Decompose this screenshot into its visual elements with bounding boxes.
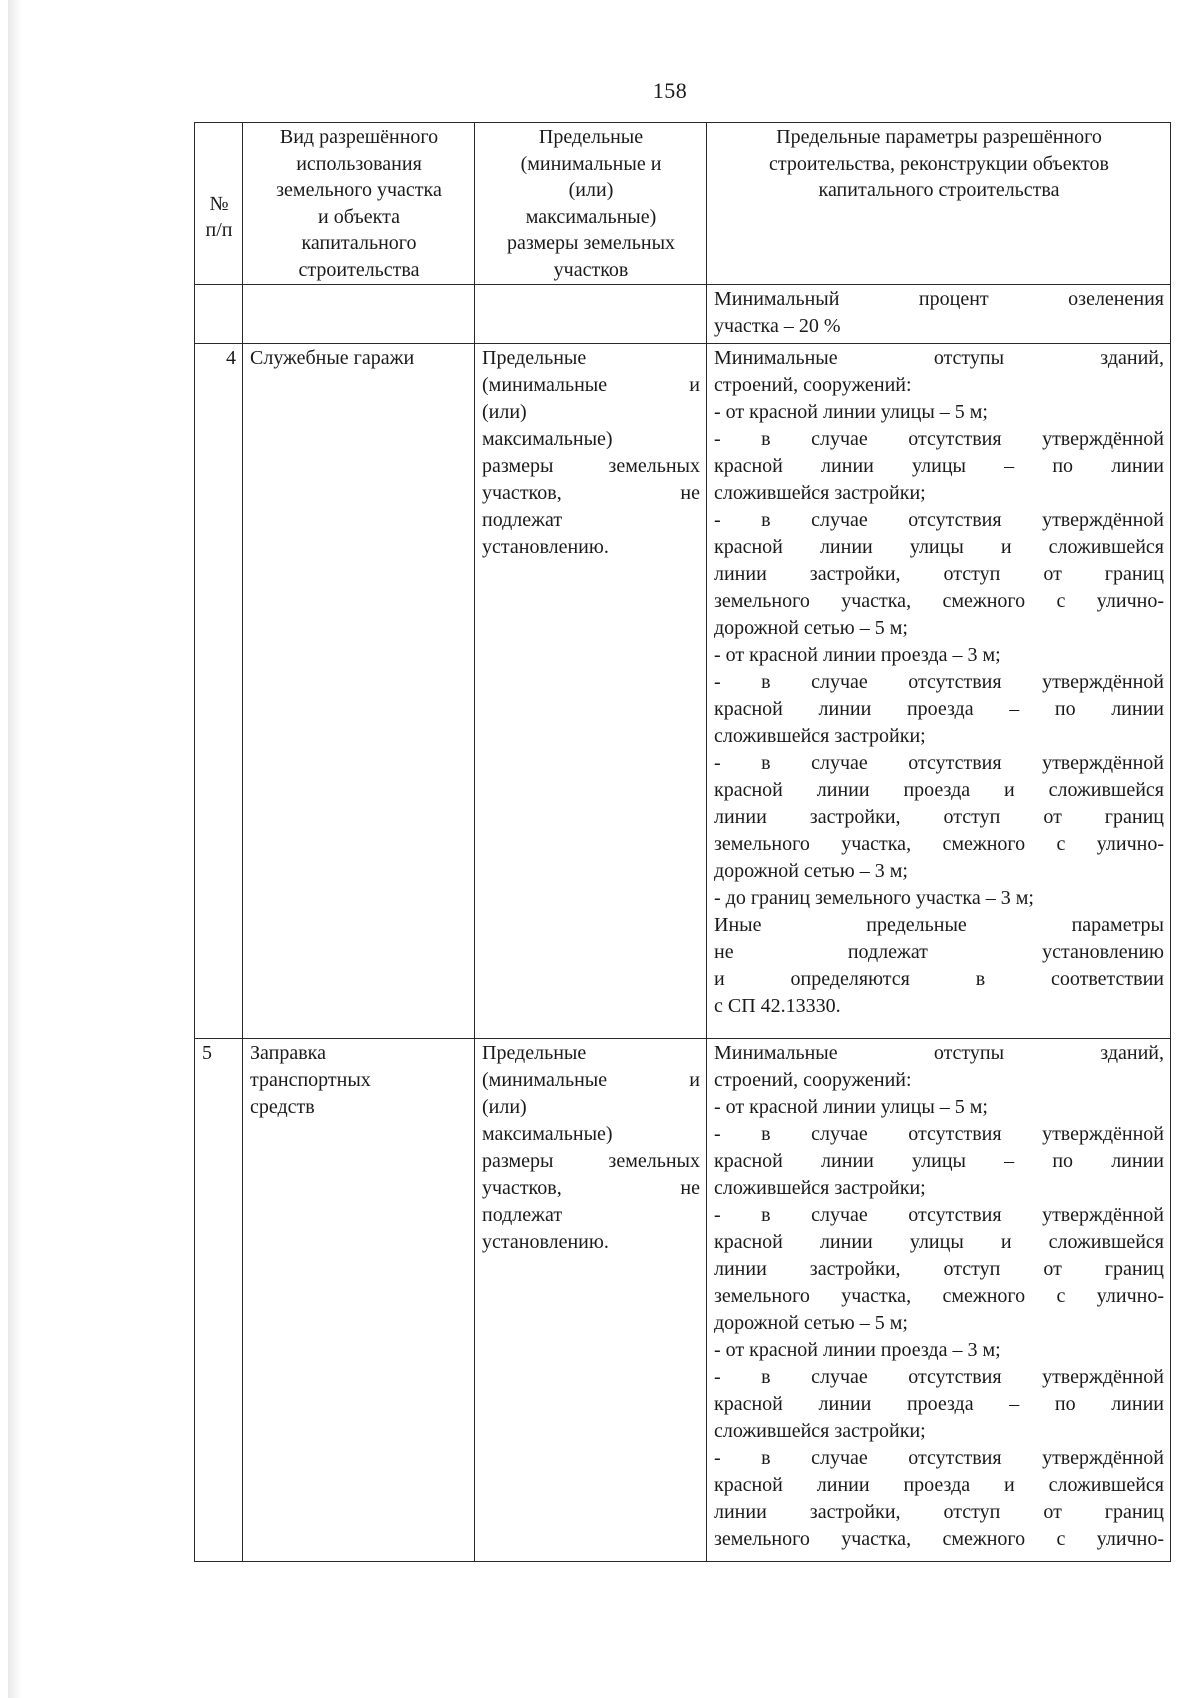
header-line: Предельные bbox=[538, 126, 644, 148]
text-line: красной линии проезда и сложившейся bbox=[714, 1474, 1164, 1496]
table-row bbox=[195, 1039, 1171, 1562]
text-line: (минимальные и bbox=[482, 1069, 700, 1091]
cell-params bbox=[707, 1039, 1171, 1562]
text-line: земельного участка, смежного с улично- bbox=[714, 590, 1164, 612]
text-line: транспортных bbox=[250, 1069, 371, 1091]
text-line: дорожной сетью – 5 м; bbox=[714, 617, 908, 639]
text-line: и определяются в соответствии bbox=[714, 968, 1164, 990]
cell-index: 4 bbox=[195, 344, 243, 1039]
table-row-continuation bbox=[195, 285, 1171, 344]
text-line: размеры земельных bbox=[482, 455, 700, 477]
scan-edge-shadow bbox=[8, 0, 22, 1698]
text-line: Минимальные отступы зданий, bbox=[714, 1042, 1164, 1064]
header-line: (или) bbox=[568, 179, 614, 201]
text-line: Минимальный процент озеленения bbox=[714, 288, 1164, 310]
table-row bbox=[195, 344, 1171, 1039]
text-line: красной линии проезда и сложившейся bbox=[714, 779, 1164, 801]
text-line: Служебные гаражи bbox=[250, 347, 415, 369]
header-line: капитального bbox=[301, 232, 417, 254]
text-line: (или) bbox=[482, 401, 527, 423]
header-line: строительства, реконструкции объектов bbox=[769, 152, 1109, 175]
header-number bbox=[195, 123, 243, 285]
header-line: и объекта bbox=[318, 205, 400, 228]
text-line: красной линии проезда – по линии bbox=[714, 698, 1164, 720]
text-line: участков, не bbox=[482, 1177, 700, 1199]
header-line: Вид разрешённого bbox=[279, 126, 439, 148]
text-line: не подлежат установлению bbox=[714, 941, 1164, 963]
land-use-regulations-table bbox=[194, 122, 1171, 1562]
cell-empty bbox=[195, 285, 243, 344]
text-line: красной линии проезда – по линии bbox=[714, 1393, 1164, 1415]
header-line: размеры земельных bbox=[506, 232, 676, 254]
cell-params bbox=[707, 285, 1171, 344]
text-line: сложившейся застройки; bbox=[714, 1420, 926, 1442]
header-line: № bbox=[209, 192, 229, 215]
text-line: участков, не bbox=[482, 482, 700, 504]
text-line: - от красной линии улицы – 5 м; bbox=[714, 401, 988, 423]
text-line: подлежат bbox=[482, 1204, 563, 1226]
text-line: максимальные) bbox=[482, 428, 613, 450]
text-line: - в случае отсутствия утверждённой bbox=[714, 1447, 1164, 1469]
cell-use-name bbox=[243, 1039, 475, 1562]
cell-empty bbox=[475, 285, 707, 344]
text-line: линии застройки, отступ от границ bbox=[714, 1258, 1164, 1280]
text-line: - в случае отсутствия утверждённой bbox=[714, 671, 1164, 693]
header-line: использования bbox=[296, 152, 422, 175]
header-line: капитального строительства bbox=[818, 179, 1060, 201]
page-number: 158 bbox=[652, 78, 688, 103]
text-line: с СП 42.13330. bbox=[714, 995, 841, 1017]
text-line: Иные предельные параметры bbox=[714, 914, 1164, 936]
text-line: строений, сооружений: bbox=[714, 374, 912, 396]
text-line: - от красной линии улицы – 5 м; bbox=[714, 1096, 988, 1118]
text-line: красной линии улицы – по линии bbox=[714, 455, 1164, 477]
text-line: Минимальные отступы зданий, bbox=[714, 347, 1164, 369]
text-line: - в случае отсутствия утверждённой bbox=[714, 1123, 1164, 1145]
text-line: земельного участка, смежного с улично- bbox=[714, 1285, 1164, 1307]
text-line: сложившейся застройки; bbox=[714, 725, 926, 747]
header-plot-sizes bbox=[475, 123, 707, 285]
cell-params bbox=[707, 344, 1171, 1039]
text-line: - от красной линии проезда – 3 м; bbox=[714, 644, 1001, 666]
text-line: дорожной сетью – 5 м; bbox=[714, 1312, 908, 1334]
header-construction-params bbox=[707, 123, 1171, 285]
text-line: установлению. bbox=[482, 1231, 609, 1253]
text-line: - от красной линии проезда – 3 м; bbox=[714, 1339, 1001, 1361]
text-line: - в случае отсутствия утверждённой bbox=[714, 1204, 1164, 1226]
text-line: (или) bbox=[482, 1096, 527, 1118]
header-line: максимальные) bbox=[525, 205, 657, 228]
text-line: подлежат bbox=[482, 509, 563, 531]
text-line: красной линии улицы и сложившейся bbox=[714, 536, 1164, 558]
header-line: Предельные параметры разрешённого bbox=[776, 126, 1102, 148]
header-line: п/п bbox=[205, 219, 233, 241]
text-line: - в случае отсутствия утверждённой bbox=[714, 752, 1164, 774]
text-line: максимальные) bbox=[482, 1123, 613, 1145]
header-line: земельного участка bbox=[276, 179, 442, 201]
cell-sizes bbox=[475, 344, 707, 1039]
text-line: установлению. bbox=[482, 536, 609, 558]
cell-empty bbox=[243, 285, 475, 344]
text-line: линии застройки, отступ от границ bbox=[714, 806, 1164, 828]
text-line: (минимальные и bbox=[482, 374, 700, 396]
text-line: линии застройки, отступ от границ bbox=[714, 1501, 1164, 1523]
table-header-row bbox=[195, 123, 1171, 285]
cell-use-name bbox=[243, 344, 475, 1039]
text-line: красной линии улицы и сложившейся bbox=[714, 1231, 1164, 1253]
text-line: линии застройки, отступ от границ bbox=[714, 563, 1164, 585]
text-line: земельного участка, смежного с улично- bbox=[714, 833, 1164, 855]
header-line: участков bbox=[553, 258, 629, 281]
text-line: дорожной сетью – 3 м; bbox=[714, 860, 908, 882]
text-line: строений, сооружений: bbox=[714, 1069, 912, 1091]
text-line: Предельные bbox=[482, 347, 587, 369]
cell-sizes bbox=[475, 1039, 707, 1562]
text-line: - в случае отсутствия утверждённой bbox=[714, 428, 1164, 450]
text-line: - в случае отсутствия утверждённой bbox=[714, 1366, 1164, 1388]
text-line: земельного участка, смежного с улично- bbox=[714, 1528, 1164, 1550]
header-line: строительства bbox=[298, 258, 420, 281]
text-line: красной линии улицы – по линии bbox=[714, 1150, 1164, 1172]
text-line: участка – 20 % bbox=[714, 315, 841, 337]
header-line: (минимальные и bbox=[520, 152, 662, 175]
text-line: сложившейся застройки; bbox=[714, 482, 926, 504]
text-line: Заправка bbox=[250, 1042, 326, 1064]
text-line: средств bbox=[250, 1096, 315, 1118]
header-use-type bbox=[243, 123, 475, 285]
text-line: - в случае отсутствия утверждённой bbox=[714, 509, 1164, 531]
text-line: Предельные bbox=[482, 1042, 587, 1064]
text-line: размеры земельных bbox=[482, 1150, 700, 1172]
text-line: сложившейся застройки; bbox=[714, 1177, 926, 1199]
text-line: - до границ земельного участка – 3 м; bbox=[714, 887, 1034, 909]
cell-index: 5 bbox=[195, 1039, 243, 1562]
